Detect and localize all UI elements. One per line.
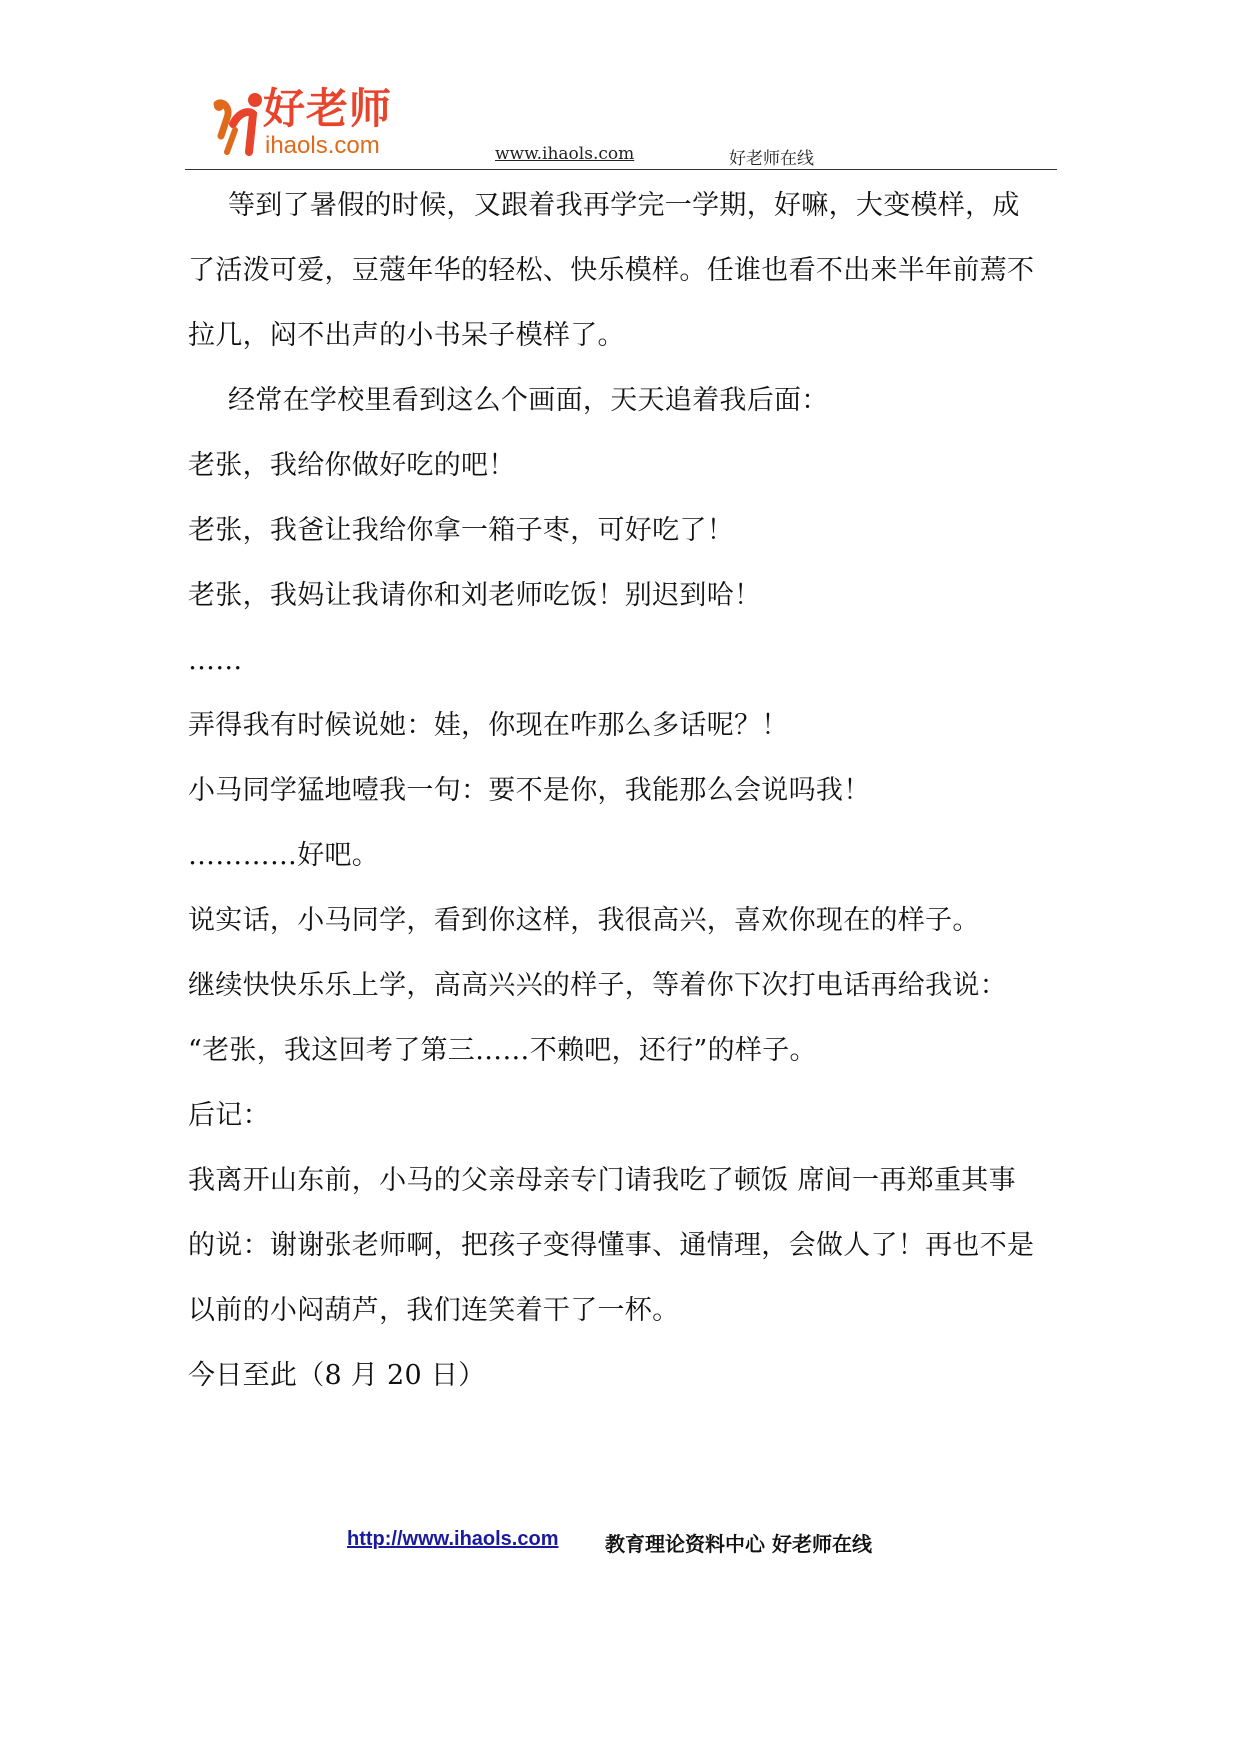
header-url-link[interactable]: www.ihaols.com [495,144,635,164]
site-logo[interactable] [205,84,435,160]
text-line: 继续快快乐乐上学，高高兴兴的样子，等着你下次打电话再给我说： [188,970,1007,1001]
text-line: …………好吧。 [188,840,380,871]
header-site-name: 好老师在线 [729,149,814,169]
page-footer [0,1528,1241,1568]
text-line: 弄得我有时候说她：娃，你现在咋那么多话呢？！ [188,710,789,741]
logo-text-cn: 好老师 [263,84,393,133]
text-line: 老张，我给你做好吃的吧！ [188,450,516,481]
text-line: 我离开山东前，小马的父亲母亲专门请我吃了顿饭 席间一再郑重其事 [188,1165,1016,1196]
text-line: 拉几，闷不出声的小书呆子模样了。 [188,320,625,351]
text-line: 今日至此（8 月 20 日） [188,1360,486,1391]
footer-site-text: 教育理论资料中心 好老师在线 [605,1532,872,1556]
text-line: 老张，我妈让我请你和刘老师吃饭！别迟到哈！ [188,580,762,611]
text-line: 等到了暑假的时候，又跟着我再学完一学期，好嘛，大变模样，成 [228,190,1020,221]
text-line: 老张，我爸让我给你拿一箱子枣，可好吃了！ [188,515,734,546]
text-line: 说实话，小马同学，看到你这样，我很高兴，喜欢你现在的样子。 [188,905,980,936]
footer-url-link[interactable]: http://www.ihaols.com [347,1528,559,1550]
article-body [188,180,1088,1415]
text-line: …… [188,645,243,676]
header-divider [185,169,1057,170]
text-line: 了活泼可爱，豆蔻年华的轻松、快乐模样。任谁也看不出来半年前蔫不 [188,255,1035,286]
logo-text-en: ihaols.com [265,132,380,159]
text-line: 的说：谢谢张老师啊，把孩子变得懂事、通情理，会做人了！再也不是 [188,1230,1035,1261]
text-line: 后记： [188,1100,270,1131]
text-line: 小马同学猛地噎我一句：要不是你，我能那么会说吗我！ [188,775,871,806]
text-line: 以前的小闷葫芦，我们连笑着干了一杯。 [188,1295,680,1326]
logo-figure-icon [205,90,269,156]
page-header [0,0,1241,170]
text-line: 经常在学校里看到这么个画面，天天追着我后面： [228,385,829,416]
text-line: “老张，我这回考了第三……不赖吧，还行”的样子。 [188,1035,817,1066]
